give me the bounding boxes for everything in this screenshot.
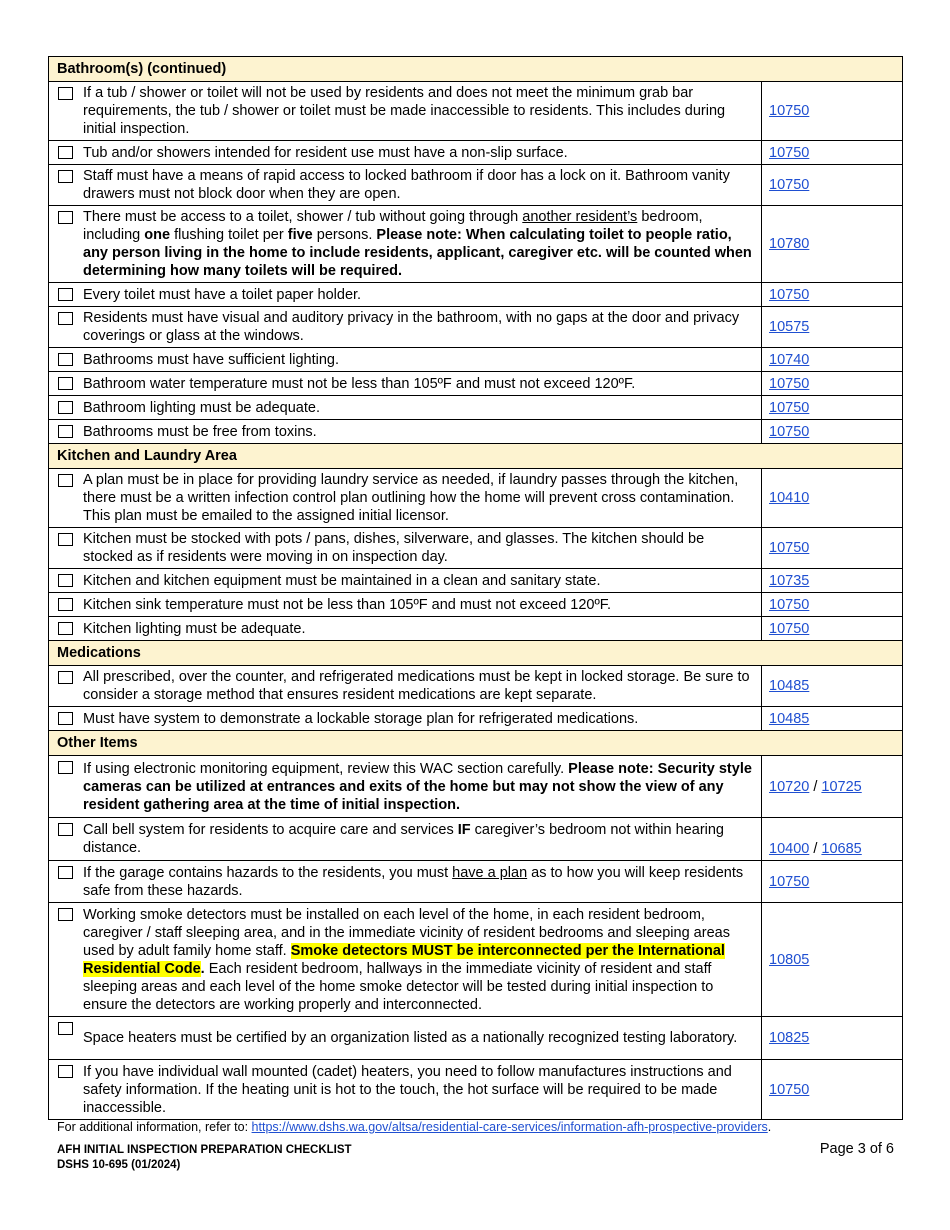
wac-link[interactable]: 10750	[769, 1081, 810, 1098]
item-text: Kitchen must be stocked with pots / pans, dishes, silverware, and glasses. The kitchen should be stocked as if residents were moving in on inspection day.	[83, 531, 705, 565]
item-text: If using electronic monitoring equipment, review this WAC section carefully. Please note: Security style cameras can be utilized at entrances and exits of the home but may not show the view of any resident gathering area at the time of initial inspection.	[83, 760, 752, 813]
checkbox[interactable]	[58, 474, 73, 487]
wac-link[interactable]: 10400	[769, 841, 810, 857]
wac-link[interactable]: 10750	[769, 399, 810, 416]
checklist-row	[49, 396, 903, 420]
checkbox[interactable]	[58, 761, 73, 774]
checklist-row	[49, 569, 903, 593]
checklist-row	[49, 283, 903, 307]
checklist-row	[49, 206, 903, 283]
checkbox[interactable]	[58, 866, 73, 879]
section-header-other-items: Other Items	[49, 731, 903, 756]
checklist-row	[49, 420, 903, 444]
section-header-bathroom: Bathroom(s) (continued)	[49, 57, 903, 82]
checkbox[interactable]	[58, 908, 73, 921]
checkbox[interactable]	[58, 1065, 73, 1078]
checkbox[interactable]	[58, 170, 73, 183]
item-text: Working smoke detectors must be installed on each level of the home, in each resident bedroom, caregiver / staff sleeping area, and in the immediate vicinity of resident bedrooms and sleeping areas used by adult family home staff. Smoke detectors MUST be interconnected per the International Residential Code. Each resident bedroom, hallways in the immediate vicinity of resident and staff sleeping areas and each level of the home smoke detector will be tested during initial inspection to ensure the detectors are working properly and interconnected.	[83, 906, 730, 1013]
checkbox[interactable]	[58, 211, 73, 224]
page-number: Page 3 of 6	[819, 1141, 894, 1157]
wac-link[interactable]: 10750	[769, 177, 810, 193]
checklist-row	[49, 82, 903, 141]
highlighted-text: Smoke detectors MUST be interconnected per the International Residential Code	[83, 942, 725, 977]
checkbox[interactable]	[58, 312, 73, 325]
checkbox[interactable]	[58, 823, 73, 836]
checklist-row	[49, 141, 903, 165]
checkbox[interactable]	[58, 622, 73, 635]
checklist-row: Call bell system for residents to acquire care and services IF caregiver’s bedroom not within hearing distance. 10400 / 10685	[49, 818, 903, 861]
item-text: Staff must have a means of rapid access to locked bathroom if door has a lock on it. Bathroom vanity drawers must not block door when they are open.	[83, 168, 730, 202]
item-text: If a tub / shower or toilet will not be used by residents and does not meet the minimum grab bar requirements, the tub / shower or toilet must be made inaccessible to residents. This includes during initial inspection.	[83, 85, 726, 137]
checklist-row	[49, 1060, 903, 1120]
item-text: A plan must be in place for providing laundry service as needed, if laundry passes through the kitchen, there must be a written infection control plan outlining how the home will prevent cross contamination. This plan must be emailed to the assigned initial licensor.	[83, 472, 739, 524]
checklist-row: If using electronic monitoring equipment, review this WAC section carefully. Please note: Security style cameras can be utilized at entrances and exits of the home but may not show the view of any resident gathering area at the time of initial inspection. 10720 / 10725	[49, 756, 903, 818]
wac-link[interactable]: 10410	[769, 490, 810, 506]
item-text: Every toilet must have a toilet paper holder.	[83, 286, 362, 303]
checklist-row	[49, 1017, 903, 1060]
item-text: There must be access to a toilet, shower / tub without going through another resident’s bedroom, including one flushing toilet per five persons. Please note: When calculating toilet to people ratio, any person living in the home to include residents, applicant, caregiver etc. will be counted when determining how many toilets will be required.	[83, 209, 752, 279]
item-text: Kitchen lighting must be adequate.	[83, 620, 306, 637]
item-text: If you have individual wall mounted (cadet) heaters, you need to follow manufactures instructions and safety information. If the heating unit is hot to the touch, the hot surface will be required to be made inaccessible.	[83, 1063, 732, 1116]
item-text: Bathrooms must be free from toxins.	[83, 423, 317, 440]
item-text: Residents must have visual and auditory privacy in the bathroom, with no gaps at the door and privacy coverings or glass at the windows.	[83, 310, 740, 344]
checkbox[interactable]	[58, 353, 73, 366]
item-text: Must have system to demonstrate a lockable storage plan for refrigerated medications.	[83, 710, 639, 727]
wac-link[interactable]: 10750	[769, 620, 810, 637]
wac-link[interactable]: 10485	[769, 678, 810, 694]
wac-link[interactable]: 10750	[769, 423, 810, 440]
form-number: DSHS 10-695 (01/2024)	[57, 1159, 181, 1171]
wac-link[interactable]: 10575	[769, 319, 810, 335]
checkbox[interactable]	[58, 425, 73, 438]
item-text: If the garage contains hazards to the residents, you must have a plan as to how you will keep residents safe from these hazards.	[83, 864, 744, 899]
wac-link[interactable]: 10825	[769, 1030, 810, 1046]
section-header-medications: Medications	[49, 641, 903, 666]
form-footer	[57, 1143, 352, 1173]
wac-link[interactable]: 10725	[821, 778, 862, 795]
wac-link[interactable]: 10720	[769, 778, 810, 795]
checklist-row	[49, 528, 903, 569]
checkbox[interactable]	[58, 87, 73, 100]
wac-link[interactable]: 10750	[769, 103, 810, 119]
wac-link[interactable]: 10740	[769, 351, 810, 368]
checklist-row	[49, 469, 903, 528]
wac-link[interactable]: 10685	[821, 841, 862, 857]
wac-link[interactable]: 10750	[769, 375, 810, 392]
checkbox[interactable]	[58, 146, 73, 159]
additional-info: For additional information, refer to: https://www.dshs.wa.gov/altsa/residential-care-services/information-afh-prospective-providers.	[57, 1120, 772, 1134]
item-text: Bathroom lighting must be adequate.	[83, 399, 320, 416]
wac-link[interactable]: 10780	[769, 236, 810, 252]
checkbox[interactable]	[58, 574, 73, 587]
inspection-checklist-table	[48, 56, 903, 1120]
checkbox[interactable]	[58, 377, 73, 390]
wac-link[interactable]: 10750	[769, 144, 810, 161]
checklist-row	[49, 372, 903, 396]
item-text: All prescribed, over the counter, and refrigerated medications must be kept in locked storage. Be sure to consider a storage method that ensures resident medications are kept separate.	[83, 669, 750, 703]
section-header-kitchen: Kitchen and Laundry Area	[49, 444, 903, 469]
wac-link[interactable]: 10750	[769, 873, 810, 890]
item-text: Kitchen sink temperature must not be less than 105ºF and must not exceed 120ºF.	[83, 596, 612, 613]
wac-link[interactable]: 10805	[769, 951, 810, 968]
checkbox[interactable]	[58, 401, 73, 414]
wac-link[interactable]: 10735	[769, 572, 810, 589]
wac-link[interactable]: 10750	[769, 540, 810, 556]
checklist-row	[49, 666, 903, 707]
checkbox[interactable]	[58, 288, 73, 301]
wac-link[interactable]: 10750	[769, 286, 810, 303]
item-text: Bathroom water temperature must not be less than 105ºF and must not exceed 120ºF.	[83, 375, 636, 392]
item-text: Call bell system for residents to acquire care and services IF caregiver’s bedroom not within hearing distance.	[83, 822, 724, 856]
wac-link[interactable]: 10485	[769, 710, 810, 727]
wac-link[interactable]: 10750	[769, 596, 810, 613]
checklist-row	[49, 707, 903, 731]
checklist-row	[49, 307, 903, 348]
checkbox[interactable]	[58, 712, 73, 725]
item-text: Space heaters must be certified by an organization listed as a nationally recognized testing laboratory.	[83, 1030, 738, 1046]
checkbox[interactable]	[58, 1022, 73, 1035]
info-url-link[interactable]: https://www.dshs.wa.gov/altsa/residential-care-services/information-afh-prospective-providers	[251, 1120, 768, 1134]
item-text: Kitchen and kitchen equipment must be maintained in a clean and sanitary state.	[83, 572, 601, 589]
checklist-row	[49, 348, 903, 372]
item-text: Tub and/or showers intended for resident use must have a non-slip surface.	[83, 144, 568, 161]
checklist-row	[49, 903, 903, 1017]
checkbox[interactable]	[58, 671, 73, 684]
checklist-row	[49, 617, 903, 641]
checkbox[interactable]	[58, 598, 73, 611]
item-text: Bathrooms must have sufficient lighting.	[83, 351, 340, 368]
checklist-row	[49, 593, 903, 617]
form-title: AFH INITIAL INSPECTION PREPARATION CHECKLIST	[57, 1144, 352, 1156]
checklist-row	[49, 861, 903, 903]
checklist-row	[49, 165, 903, 206]
checkbox[interactable]	[58, 533, 73, 546]
